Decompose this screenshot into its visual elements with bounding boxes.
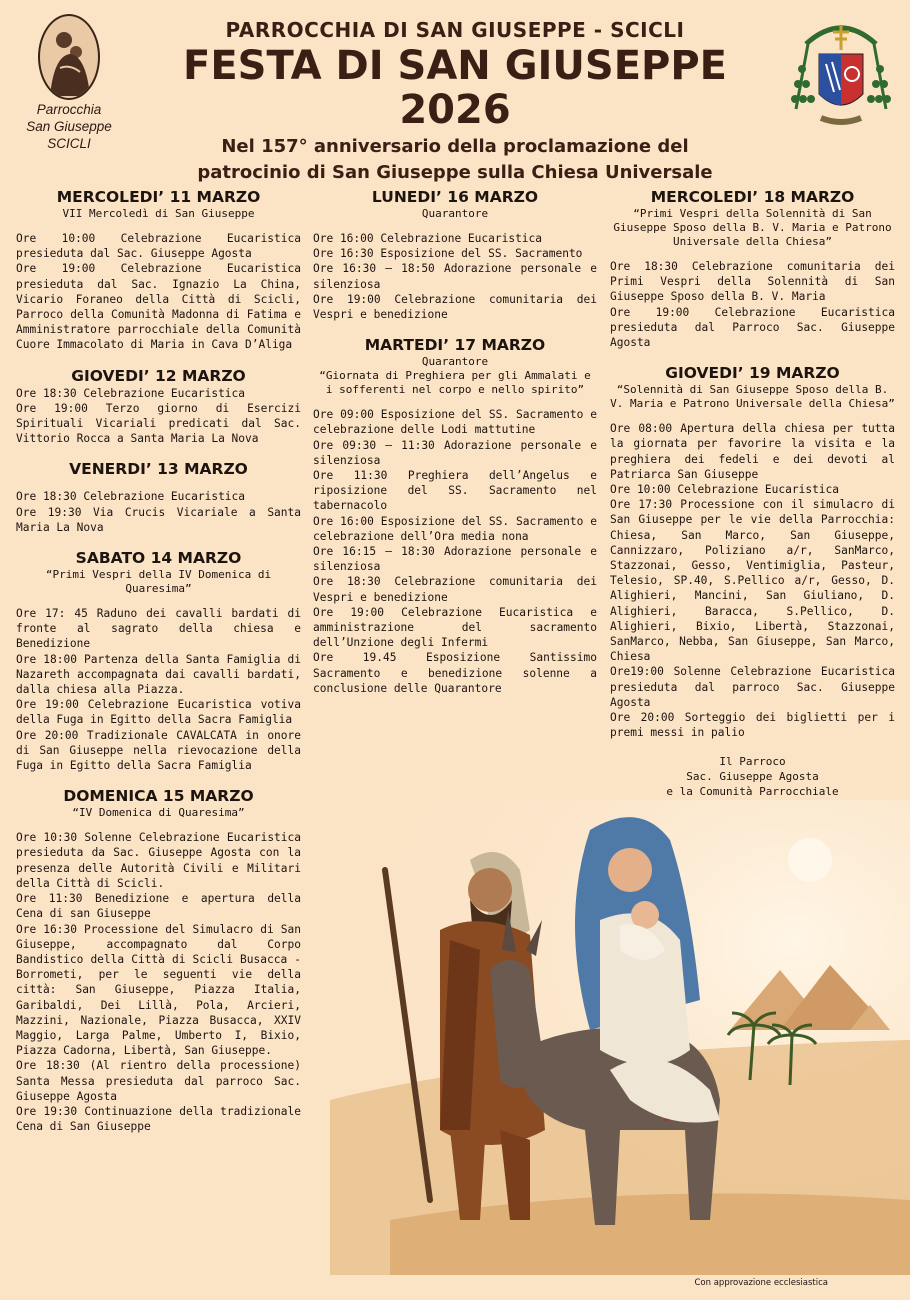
day-block-tuesday-17 <box>313 336 597 696</box>
event-item: Ore 16:15 – 18:30 Adorazione personale e silenziosa <box>313 545 597 574</box>
event-item: Ore 20:00 Sorteggio dei biglietti per i premi messi in palio <box>610 711 895 740</box>
program-column-2 <box>313 188 597 710</box>
day-heading: MERCOLEDI’ 11 MARZO <box>56 188 261 206</box>
page-title: FESTA DI SAN GIUSEPPE 2026 <box>183 43 727 133</box>
day-subtitle: “Primi Vespri della IV Domenica di Quaresima” <box>45 568 272 596</box>
event-item: Ore 20:00 Tradizionale CAVALCATA in onore di San Giuseppe nella rievocazione della Fuga in Egitto della Sacra Famiglia <box>16 728 301 773</box>
day-heading: GIOVEDI’ 19 MARZO <box>665 364 840 383</box>
event-item: Ore 09:30 – 11:30 Adorazione personale e silenziosa <box>313 438 597 467</box>
logo-line-1: Parrocchia <box>36 102 102 117</box>
signature-block <box>610 754 895 799</box>
signature-line-2: Sac. Giuseppe Agosta <box>686 770 819 784</box>
event-item: Ore 19:00 Celebrazione Eucaristica presieduta dal Sac. Ignazio La China, Vicario Foraneo della Città di Scicli, Parroco della Comunità Madonna di Fatima e Amministratore parrocchiale della Comunità Cuore Immacolato di Maria in Cava D’Aliga <box>16 262 301 352</box>
day-block-thursday-12 <box>16 367 301 447</box>
day-subtitle-theme: “Giornata di Preghiera per gli Ammalati e i sofferenti nel corpo e nello spirito” <box>319 369 591 397</box>
coat-of-arms-icon <box>786 14 896 144</box>
saint-joseph-icon <box>38 14 100 100</box>
event-item: Ore 16:30 – 18:50 Adorazione personale e silenziosa <box>313 262 597 291</box>
event-item: Ore 19:00 Celebrazione Eucaristica presieduta dal Parroco Sac. Giuseppe Agosta <box>610 305 895 350</box>
day-subtitle: Quarantore <box>421 355 489 369</box>
day-subtitle: “Primi Vespri della Solennità di San Giuseppe Sposo della B. V. Maria e Patrono Universale della Chiesa” <box>613 207 892 248</box>
poster-header <box>130 18 780 184</box>
event-item: Ore 18:30 Celebrazione Eucaristica <box>16 386 246 400</box>
day-heading: GIOVEDI’ 12 MARZO <box>71 366 246 385</box>
event-item: Ore 09:00 Esposizione del SS. Sacramento e celebrazione delle Lodi mattutine <box>313 408 597 437</box>
event-item: Ore 19:00 Celebrazione comunitaria dei Vespri e benedizione <box>313 292 597 322</box>
event-item: Ore 16:00 Celebrazione Eucaristica <box>313 232 543 245</box>
day-heading: MARTEDI’ 17 MARZO <box>364 336 546 355</box>
event-item: Ore 19:30 Via Crucis Vicariale a Santa Maria La Nova <box>16 505 301 534</box>
signature-line-3: e la Comunità Parrocchiale <box>666 785 839 799</box>
event-item: Ore 19:00 Celebrazione Eucaristica votiva della Fuga in Egitto della Sacra Famiglia <box>16 698 301 727</box>
day-heading: MERCOLEDI’ 18 MARZO <box>650 188 855 206</box>
day-block-friday-13 <box>16 460 301 535</box>
event-item: Ore 18:00 Partenza della Santa Famiglia di Nazareth accompagnata dai cavalli bardati, dalla chiesa alla Piazza. <box>16 652 301 697</box>
program-column-3 <box>610 188 895 799</box>
day-heading: LUNEDI’ 16 MARZO <box>371 188 539 206</box>
program-column-1 <box>16 188 301 1148</box>
event-item: Ore 08:00 Apertura della chiesa per tutta la giornata per favorire la visita e la preghiera dei fedeli e dei devoti al Patriarca San Giuseppe <box>610 422 895 481</box>
event-item: Ore 11:30 Benedizione e apertura della Cena di san Giuseppe <box>16 892 301 921</box>
event-item: Ore 18:30 Celebrazione Eucaristica <box>16 490 246 504</box>
day-block-wednesday-11 <box>16 188 301 353</box>
day-subtitle: “IV Domenica di Quaresima” <box>72 806 245 820</box>
signature-line-1: Il Parroco <box>719 755 786 769</box>
event-item: Ore 16:30 Processione del Simulacro di San Giuseppe, accompagnato dal Corpo Bandistico della Città di Scicli Busacca - Borrometi, per le seguenti vie della città: San Giuseppe, Piazza Italia, Garibaldi, Dei Lillà, Pola, Arcieri, Mazzini, Nazionale, Piazza Busacca, XXIV Maggio, Larga Palme, Umberto I, Bixio, Piazza Cadorna, Libertà, San Giuseppe. <box>16 922 301 1058</box>
event-item: Ore 18:30 (Al rientro della processione) Santa Messa presieduta dal parroco Sac. Giuseppe Agosta <box>16 1059 301 1103</box>
day-subtitle: “Solennità di San Giuseppe Sposo della B. V. Maria e Patrono Universale della Chiesa” <box>610 383 895 411</box>
event-item: Ore 19:30 Continuazione della tradizionale Cena di San Giuseppe <box>16 1104 301 1134</box>
day-subtitle: Quarantore <box>421 207 489 220</box>
event-item: Ore 19:00 Celebrazione Eucaristica e amministrazione del sacramento dell’Unzione degli Infermi <box>313 605 597 650</box>
logo-line-3: SCICLI <box>47 136 91 151</box>
parish-name: PARROCCHIA DI SAN GIUSEPPE - SCICLI <box>225 18 685 42</box>
event-item: Ore 18:30 Celebrazione comunitaria dei Vespri e benedizione <box>313 575 597 604</box>
event-item: Ore 16:00 Esposizione del SS. Sacramento e celebrazione dell’Ora media nona <box>313 514 597 543</box>
parish-logo <box>14 14 124 151</box>
event-item: Ore 19.45 Esposizione Santissimo Sacramento e benedizione solenne a conclusione delle Quarantore <box>313 651 597 695</box>
day-heading: VENERDI’ 13 MARZO <box>69 460 248 479</box>
event-item: Ore 11:30 Preghiera dell’Angelus e riposizione del SS. Sacramento nel tabernacolo <box>313 469 597 513</box>
day-heading: DOMENICA 15 MARZO <box>63 787 254 806</box>
approval-note: Con approvazione ecclesiastica <box>694 1278 828 1288</box>
event-item: Ore 16:30 Esposizione del SS. Sacramento <box>313 247 583 261</box>
subtitle-line-2: patrocinio di San Giuseppe sulla Chiesa Universale <box>197 162 713 183</box>
event-item: Ore 10:30 Solenne Celebrazione Eucaristica presieduta da Sac. Giuseppe Agosta con la presenza delle Autorità Civili e Militari della Città di Scicli. <box>16 831 301 890</box>
day-subtitle: VII Mercoledì di San Giuseppe <box>62 207 255 220</box>
day-heading: SABATO 14 MARZO <box>75 549 242 568</box>
event-item: Ore 18:30 Celebrazione comunitaria dei Primi Vespri della Solennità di San Giuseppe Sposo della B. V. Maria <box>610 260 895 304</box>
day-block-sunday-15 <box>16 787 301 1134</box>
event-item: Ore 10:00 Celebrazione Eucaristica <box>610 483 840 497</box>
day-block-saturday-14 <box>16 549 301 773</box>
event-item: Ore19:00 Solenne Celebrazione Eucaristica presieduta dal parroco Sac. Giuseppe Agosta <box>610 665 895 709</box>
logo-line-2: San Giuseppe <box>26 119 112 134</box>
day-block-thursday-19 <box>610 364 895 740</box>
holy-family-illustration <box>330 800 910 1275</box>
event-item: Ore 19:00 Terzo giorno di Esercizi Spirituali Vicariali predicati dal Sac. Vittorio Rocca a Santa Maria La Nova <box>16 401 301 446</box>
day-block-wednesday-18 <box>610 188 895 350</box>
event-item: Ore 17: 45 Raduno dei cavalli bardati di fronte al sagrato della chiesa e Benedizione <box>16 607 301 651</box>
flight-into-egypt-image <box>330 800 910 1275</box>
day-block-monday-16 <box>313 188 597 322</box>
event-item: Ore 10:00 Celebrazione Eucaristica presieduta dal Sac. Giuseppe Agosta <box>16 232 301 261</box>
subtitle-line-1: Nel 157° anniversario della proclamazione del <box>221 136 689 157</box>
event-item: Ore 17:30 Processione con il simulacro di San Giuseppe per le vie della Parrocchia: Chiesa, San Marco, San Giuseppe, Cannizzaro, Poliziano a/r, SanMarco, Stazzonai, Gesso, Ventimiglia, Pasteur, Telesio, SP.40, S.Pellico a/r, Gesso, D. Alighieri, Mancini, San Giuliano, D. Alighieri, Baracca, S.Pellico, D. Alighieri, Bixio, Libertà, Stazzonai, SanMarco, Nebba, San Giuseppe, San Marco, Chiesa <box>610 498 895 664</box>
bishop-coat-of-arms <box>786 14 896 144</box>
